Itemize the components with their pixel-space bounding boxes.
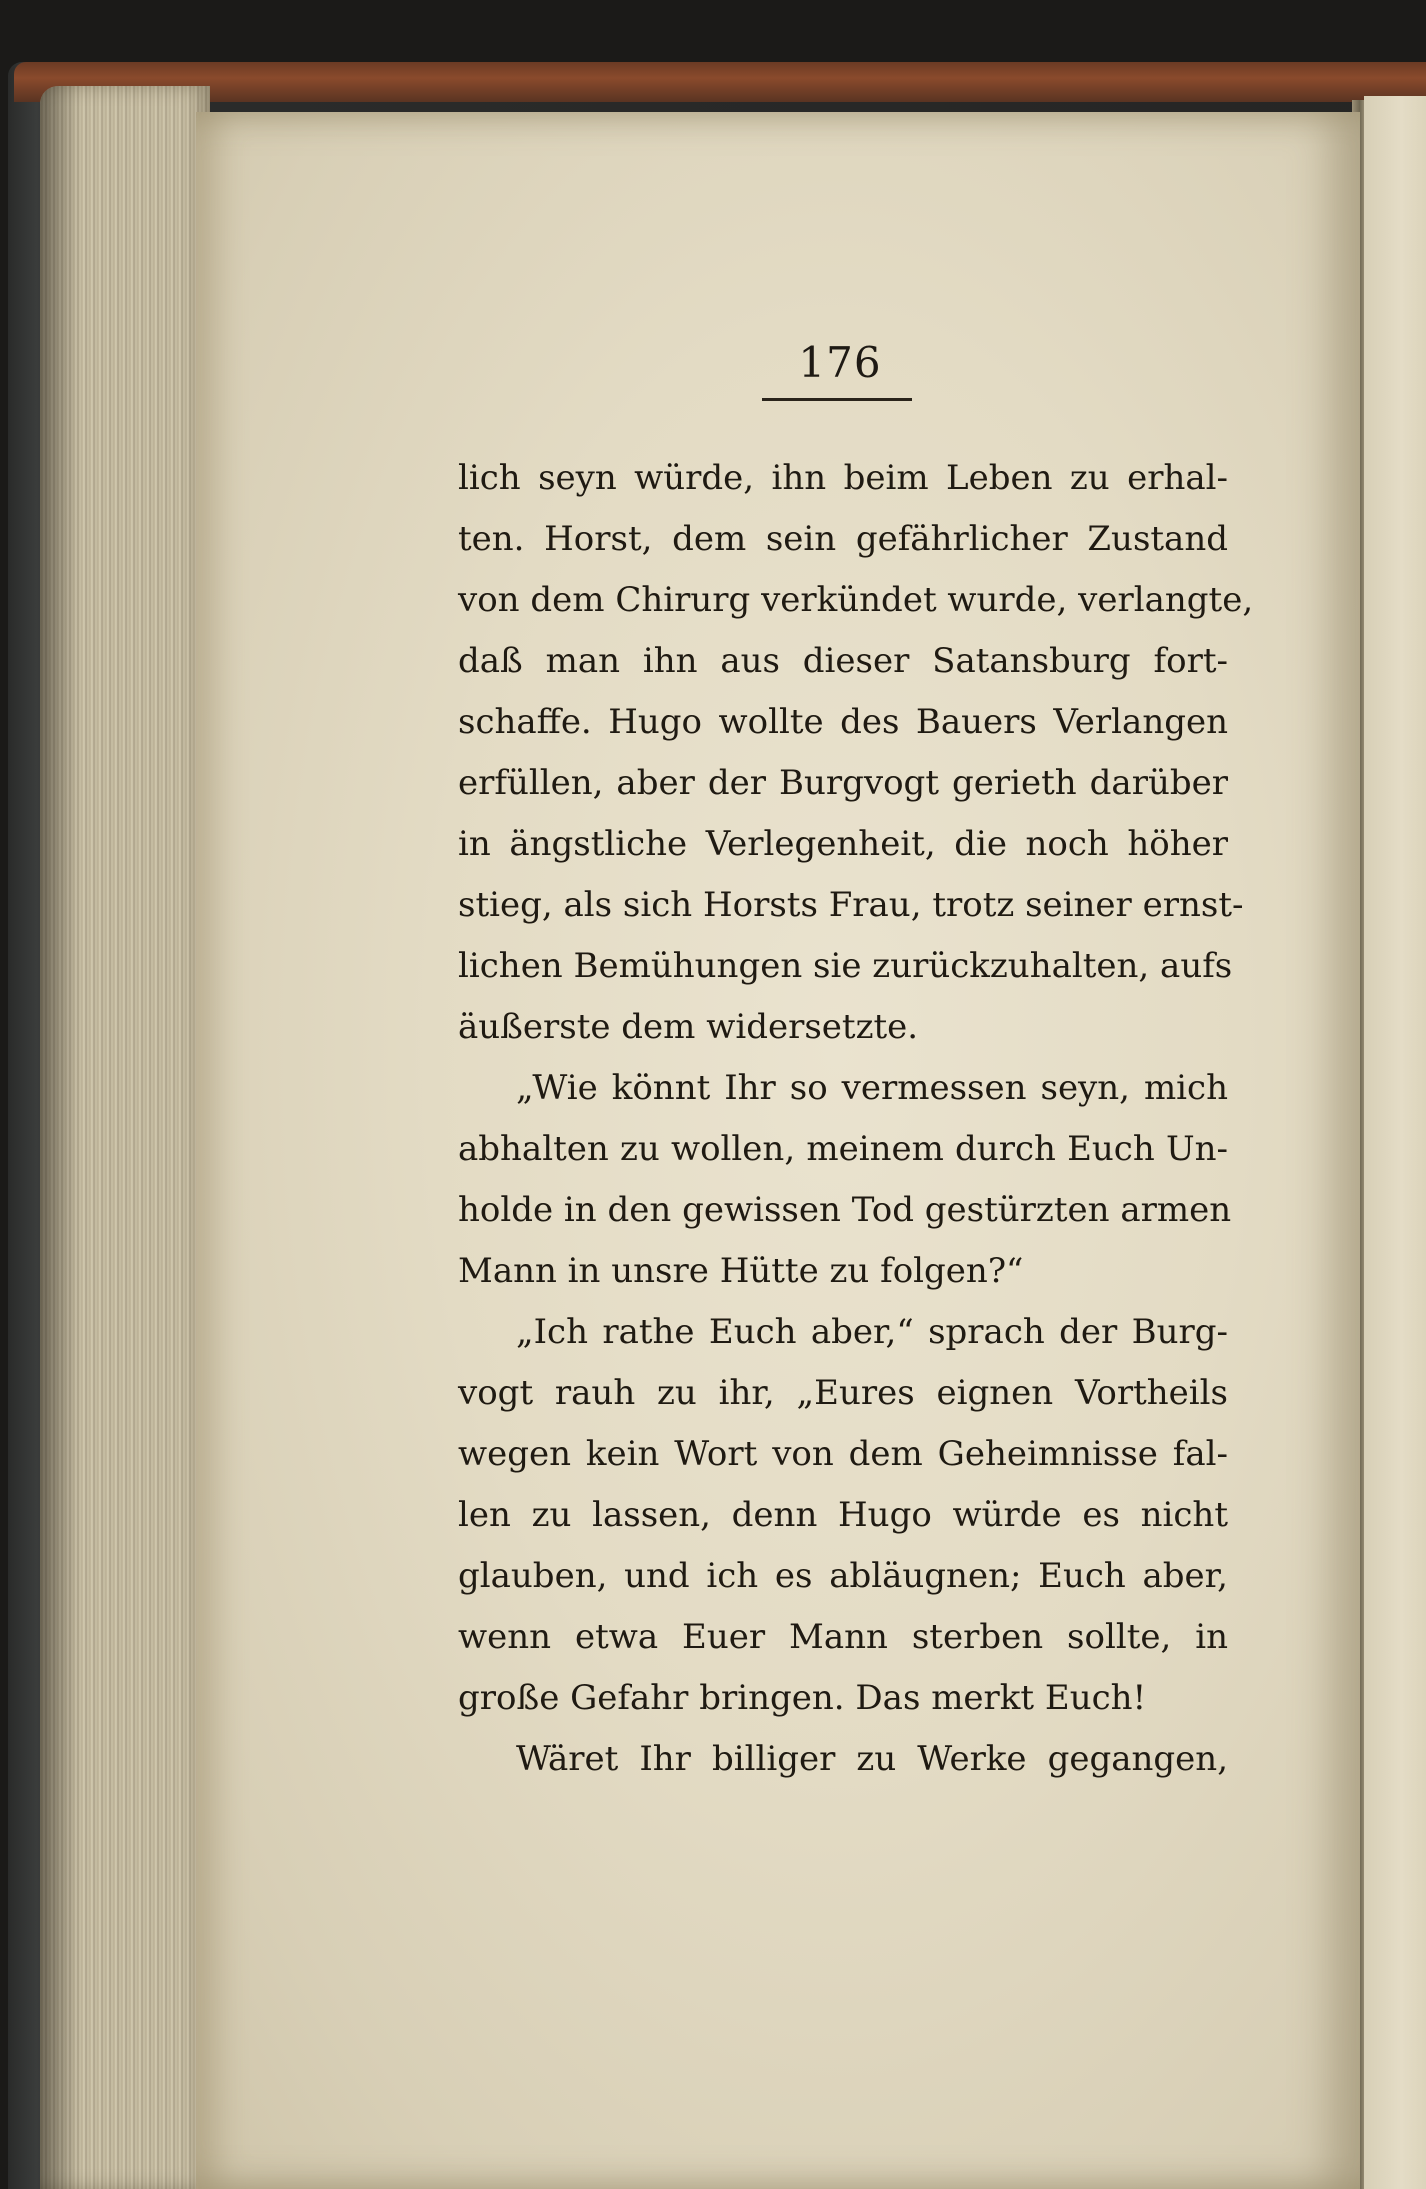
text-line: „Wie könnt Ihr so vermessen seyn, mich [516, 1068, 1228, 1108]
text-line: holde in den gewissen Tod gestürzten armen [458, 1190, 1232, 1230]
text-line: lich seyn würde, ihn beim Leben zu erhal- [458, 458, 1228, 498]
text-line: len zu lassen, denn Hugo würde es nicht [458, 1495, 1228, 1535]
text-line: daß man ihn aus dieser Satansburg fort- [458, 641, 1228, 681]
text-line: wegen kein Wort von dem Geheimnisse fal- [458, 1434, 1228, 1474]
text-line: äußerste dem widersetzte. [458, 1007, 919, 1047]
page-text [458, 448, 1254, 1790]
text-line: in ängstliche Verlegenheit, die noch höher [458, 824, 1228, 864]
text-line: große Gefahr bringen. Das merkt Euch! [458, 1678, 1147, 1718]
text-line: wenn etwa Euer Mann sterben sollte, in [458, 1617, 1228, 1657]
text-line: glauben, und ich es abläugnen; Euch aber, [458, 1556, 1228, 1596]
page-number-rule [762, 398, 912, 401]
text-line: „Ich rathe Euch aber,“ sprach der Burg- [516, 1312, 1228, 1352]
book-spine-edge [14, 62, 1426, 102]
page-edges-shadow [40, 86, 80, 2189]
text-line: Mann in unsre Hütte zu folgen?“ [458, 1251, 1024, 1291]
text-line: von dem Chirurg verkündet wurde, verlangte, [458, 580, 1254, 620]
facing-page [1364, 96, 1426, 2189]
text-line: Wäret Ihr billiger zu Werke gegangen, [516, 1739, 1228, 1779]
text-line: schaffe. Hugo wollte des Bauers Verlangen [458, 702, 1228, 742]
page-number: 176 [798, 338, 882, 387]
text-line: stieg, als sich Horsts Frau, trotz seiner ernst- [458, 885, 1244, 925]
text-line: ten. Horst, dem sein gefährlicher Zustand [458, 519, 1228, 559]
text-line: vogt rauh zu ihr, „Eures eignen Vortheils [458, 1373, 1228, 1413]
text-line: abhalten zu wollen, meinem durch Euch Un- [458, 1129, 1228, 1169]
text-line: lichen Bemühungen sie zurückzuhalten, aufs [458, 946, 1233, 986]
text-line: erfüllen, aber der Burgvogt gerieth darüber [458, 763, 1228, 803]
